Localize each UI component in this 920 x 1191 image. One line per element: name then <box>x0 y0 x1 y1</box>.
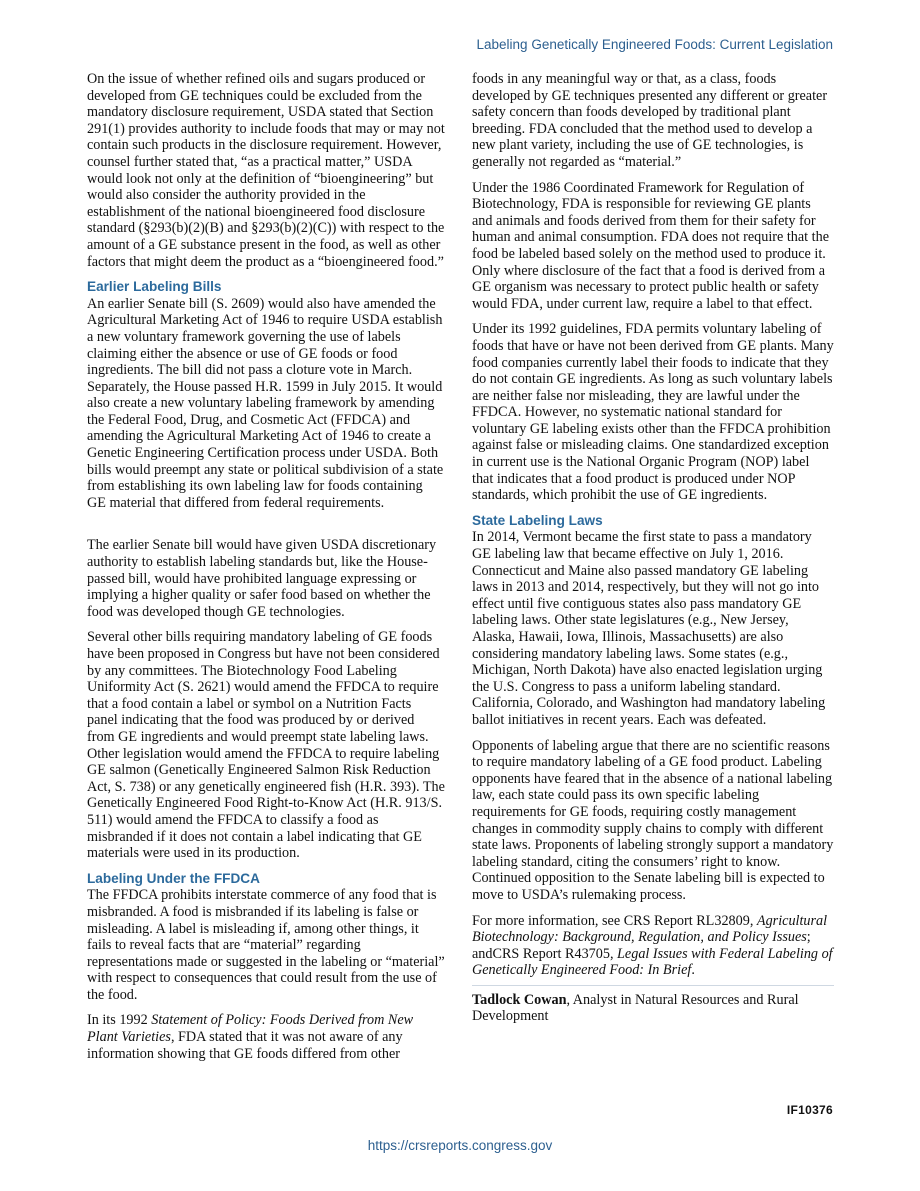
heading-labeling-under-ffdca: Labeling Under the FFDCA <box>87 870 260 886</box>
paragraph-fda-conclusion: foods in any meaningful way or that, as a class, foods developed by GE techniques presented any different or greater safety concern than foods developed by traditional plant breeding. FDA concluded that the method used to develop a new plant variety, including the use of GE technologies, is generally not regarded as “material.” <box>472 71 828 170</box>
paragraph-senate-authority: The earlier Senate bill would have given USDA discretionary authority to establish labeling standards but, like the House-passed bill, would have prohibited language expressing or implying a higher quality or safer food based on whether the food was developed though GE technologies. <box>87 537 437 620</box>
author-title: , Analyst in Natural Resources and Rural Development <box>472 991 799 1025</box>
paragraph-ffdca-misbranded: The FFDCA prohibits interstate commerce of any food that is misbranded. A food is misbranded if its labeling is false or misleading. A label is misleading if, among other things, it fails to reveal facts that are “material” regarding representations made or suggested in the labeling or “material” with respect to consequences that could result from the use of the food. <box>87 887 445 1003</box>
more-info-middle: ; andCRS Report R43705, <box>472 929 811 962</box>
paragraph-other-bills: Several other bills requiring mandatory labeling of GE foods have been proposed in Congress but have not been considered by any committees. The Biotechnology Food Labeling Uniformity Act (S. 2621) would amend the FFDCA to require that a food contain a label or symbol on a Nutrition Facts panel indicating that the food was produced by or derived from GE ingredients and would preempt state labeling laws. Other legislation would amend the FFDCA to require labeling GE salmon (Genetically Engineered Salmon Risk Reduction Act, S. 738) or any genetically engineered fish (H.R. 393). The Genetically Engineered Food Right-to-Know Act (H.R. 913/S. 511) would amend the FFDCA to classify a food as misbranded if it does not contain a label indicating that GE materials were used in its production. <box>87 629 445 862</box>
paragraph-refined-oils: On the issue of whether refined oils and sugars produced or developed from GE techniques could be excluded from the mandatory disclosure requirement, USDA stated that Section 291(1) provides authority to include foods that may or may not contain such products in the disclosure requirement. However, counsel further stated that, “as a practical matter,” USDA would look not only at the definition of “bioengineering” but would also consider the authority provided in the establishment of the national bioengineered food disclosure standard (§293(b)(2)(B) and §293(b)(2)(C)) with respect to the amount of a GE substance present in the food, as well as other factors that might deem the product as a “bioengineered food.” <box>87 71 445 270</box>
statement-intro: In its 1992 <box>87 1012 152 1029</box>
paragraph-opponents: Opponents of labeling argue that there are no scientific reasons to require mandatory labeling of a GE food product. Labeling opponents have feared that in the absence of a national labeling law, each state could pass its own specific labeling requirements for GE foods, requiring costly management changes in commodity supply chains to comply with different state laws. Proponents of labeling strongly support a mandatory labeling standard, citing the consumers’ right to know. Continued opposition to the Senate labeling bill is expected to move to USDA’s rulemaking process. <box>472 737 834 903</box>
author-line <box>472 992 834 1025</box>
footer-url[interactable]: https://crsreports.congress.gov <box>367 1138 553 1153</box>
paragraph-coordinated-framework: Under the 1986 Coordinated Framework for Regulation of Biotechnology, FDA is responsible for reviewing GE plants and animals and foods derived from them for their safety for human and animal consumption. FDA does not require that the food be labeled based solely on the method used to produce it. Only where disclosure of the fact that a food is derived from a GE organism was necessary to protect public health or safety would FDA, under current law, require a label to that effect. <box>472 179 829 312</box>
paragraph-1992-statement <box>87 1012 445 1062</box>
right-column <box>472 71 834 1034</box>
heading-state-labeling-laws: State Labeling Laws <box>472 512 603 528</box>
statement-continuation: , FDA stated that it was not aware of any information showing that GE foods differed from other <box>87 1029 403 1062</box>
paragraph-voluntary-labeling: Under its 1992 guidelines, FDA permits voluntary labeling of foods that have or have not been derived from GE plants. Many food companies currently label their foods to indicate that they do not contain GE ingredients. As long as such voluntary labels are neither false nor misleading, they are lawful under the FFDCA. However, no systematic national standard for voluntary GE labeling exists other than the FFDCA prohibition against false or misleading claims. One standardized exception in current use is the National Organic Program (NOP) label that indicates that a food product is produced under NOP standards, which prohibit the use of GE ingredients. <box>472 321 834 504</box>
paragraph-more-information <box>472 913 834 979</box>
report-title-r43705: Legal Issues with Federal Labeling of Genetically Engineered Food: In Brief <box>472 945 833 979</box>
author-divider <box>472 985 834 986</box>
more-info-end: . <box>691 962 695 979</box>
paragraph-senate-bill: An earlier Senate bill (S. 2609) would also have amended the Agricultural Marketing Act of 1946 to require USDA establish a new voluntary framework governing the use of labels claiming either the absence or use of GE foods or food ingredients. The bill did not pass a cloture vote in March. Separately, the House passed H.R. 1599 in July 2015. It would also create a new voluntary labeling framework by amending the Federal Food, Drug, and Cosmetic Act (FFDCA) and amending the Agricultural Marketing Act of 1946 to create a Genetic Engineering Certification process under USDA. Both bills would preempt any state or political subdivision of a state from establishing its own labeling law for foods containing GE material that differed from federal requirements. <box>87 295 444 511</box>
heading-earlier-labeling-bills: Earlier Labeling Bills <box>87 279 222 295</box>
author-name: Tadlock Cowan <box>472 991 567 1008</box>
paragraph-state-laws: In 2014, Vermont became the first state to pass a mandatory GE labeling law that became effective on July 1, 2016. Connecticut and Maine also passed mandatory GE labeling laws in 2013 and 2014, respectively, but they will not go into effect until five contiguous states also pass mandatory GE labeling laws. Other state legislatures (e.g., New Jersey, Alaska, Hawaii, Iowa, Illinois, Massachusetts) are also considering mandatory labeling laws. Some states (e.g., Michigan, North Dakota) have also enacted legislation urging the U.S. Congress to pass a uniform labeling standard. California, Colorado, and Washington had mandatory labeling ballot initiatives in recent years. Each was defeated. <box>472 529 826 728</box>
report-title-rl32809: Agricultural Biotechnology: Background, Regulation, and Policy Issues <box>472 912 828 946</box>
left-column <box>87 71 445 1071</box>
running-header: Labeling Genetically Engineered Foods: Current Legislation <box>476 37 833 52</box>
statement-title: Statement of Policy: Foods Derived from New Plant Varieties <box>87 1012 414 1046</box>
more-info-intro: For more information, see CRS Report RL32809, <box>472 912 757 929</box>
document-code: IF10376 <box>786 1103 833 1117</box>
